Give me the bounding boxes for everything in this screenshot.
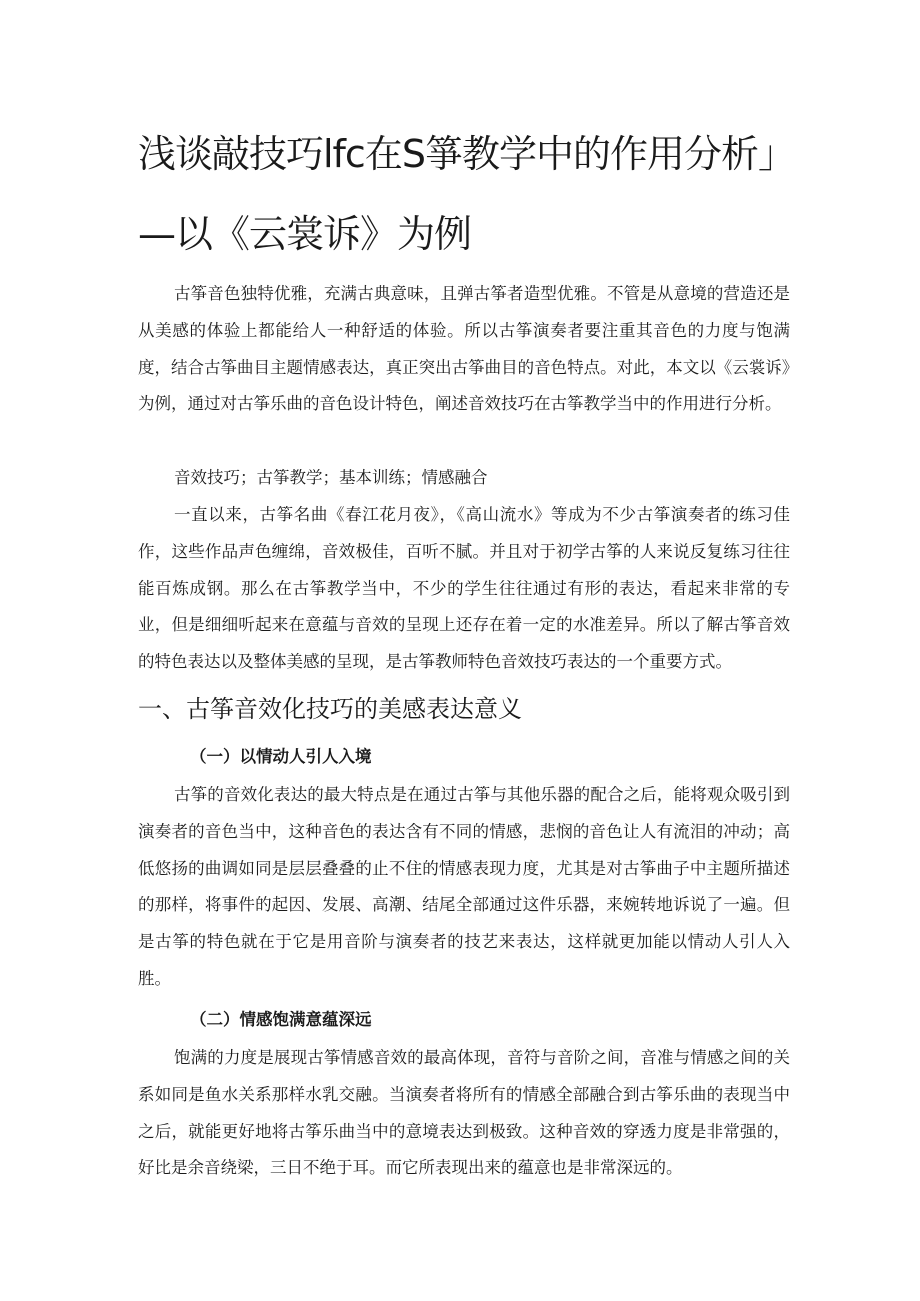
intro-paragraph: 一直以来，古筝名曲《春江花月夜》，《高山流水》等成为不少古筝演奏者的练习佳作，这些作品声色缠绵，音效极佳，百听不腻。并且对于初学古筝的人来说反复练习往往能百炼成钢。那么在古筝教学当中，不少的学生往往通过有形的表达，看起来非常的专业，但是细细听起来在意蕴与音效的呈现上还存在着一定的水准差异。所以了解古筝音效的特色表达以及整体美感的呈现，是古筝教师特色音效技巧表达的一个重要方式。 <box>138 505 790 672</box>
subsection-1-heading: （一）以情动人引人入境 <box>190 747 372 766</box>
subsection-1-paragraph: 古筝的音效化表达的最大特点是在通过古筝与其他乐器的配合之后，能将观众吸引到演奏者的音色当中，这种音色的表达含有不同的情感，悲悯的音色让人有流泪的冲动；高低悠扬的曲调如同是层层叠叠的止不住的情感表现力度，尤其是对古筝曲子中主题所描述的那样，将事件的起因、发展、高潮、结尾全部通过这件乐器，来婉转地诉说了一遍。但是古筝的特色就在于它是用音阶与演奏者的技艺来表达，这样就更加能以情动人引人入胜。 <box>138 785 790 988</box>
abstract-paragraph: 古筝音色独特优雅，充满古典意味，且弹古筝者造型优雅。不管是从意境的营造还是从美感的体验上都能给人一种舒适的体验。所以古筝演奏者要注重其音色的力度与饱满度，结合古筝曲目主题情感表达，真正突出古筝曲目的音色特点。对此，本文以《云裳诉》为例，通过对古筝乐曲的音色设计特色，阐述音效技巧在古筝教学当中的作用进行分析。 <box>138 284 790 414</box>
document-title: 浅谈敲技巧lfc在S箏教学中的作用分析」 <box>138 132 795 176</box>
document-subtitle: —以《云裳诉》为例 <box>138 212 472 256</box>
keywords-line: 音效技巧；古筝教学；基本训练；情感融合 <box>174 468 488 487</box>
subsection-2-paragraph: 饱满的力度是展现古筝情感音效的最高体现，音符与音阶之间，音准与情感之间的关系如同是鱼水关系那样水乳交融。当演奏者将所有的情感全部融合到古筝乐曲的表现当中之后，就能更好地将古筝乐曲当中的意境表达到极致。这种音效的穿透力度是非常强的，好比是余音绕梁，三日不绝于耳。而它所表现出来的蕴意也是非常深远的。 <box>138 1048 790 1178</box>
subsection-2-heading: （二）情感饱满意蕴深远 <box>190 1010 372 1029</box>
section-1-heading: 一、古筝音效化技巧的美感表达意义 <box>138 695 522 723</box>
